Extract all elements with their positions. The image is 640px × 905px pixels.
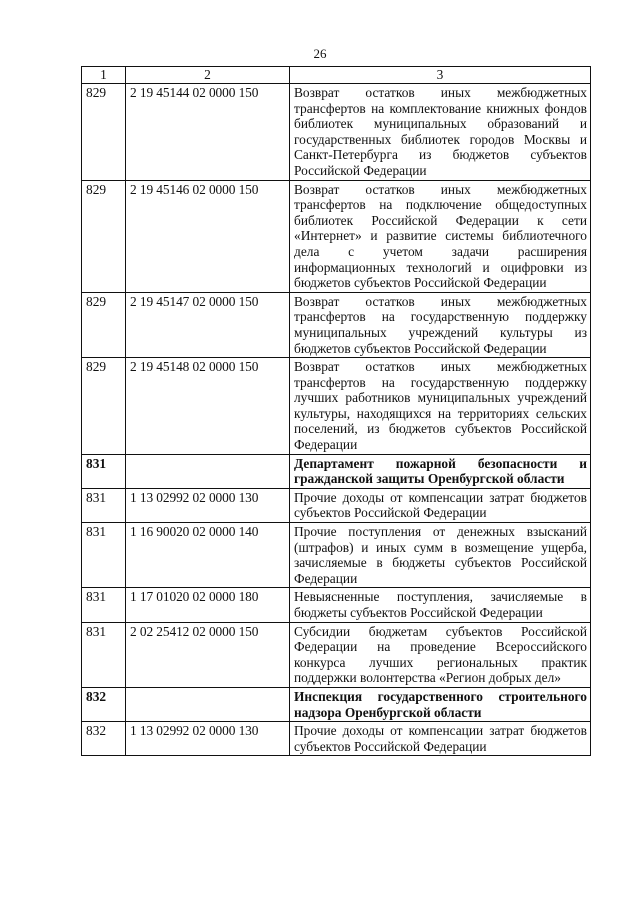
table-row [82,588,591,622]
description-cell: Прочие доходы от компенсации затрат бюджетов субъектов Российской Федерации [290,488,591,522]
admin-code-cell: 831 [82,488,126,522]
admin-code-cell: 831 [82,588,126,622]
table-row [82,292,591,357]
table-row [82,523,591,588]
table-row [82,622,591,687]
table-row [82,358,591,455]
admin-code-cell: 831 [82,622,126,687]
budget-code-cell: 2 19 45144 02 0000 150 [126,84,290,181]
budget-code-cell: 2 19 45148 02 0000 150 [126,358,290,455]
column-header-code: 2 [126,67,290,84]
table-row [82,84,591,181]
admin-code-cell: 829 [82,358,126,455]
budget-code-cell: 1 13 02992 02 0000 130 [126,488,290,522]
admin-code-cell: 832 [82,722,126,756]
budget-code-cell [126,454,290,488]
table-header-row [82,67,591,84]
admin-code-cell: 832 [82,687,126,721]
admin-code-cell: 831 [82,454,126,488]
section-header-row [82,454,591,488]
description-cell: Прочие доходы от компенсации затрат бюджетов субъектов Российской Федерации [290,722,591,756]
column-header-admin: 1 [82,67,126,84]
description-cell: Возврат остатков иных межбюджетных трансфертов на государственную поддержку муниципальных учреждений культуры из бюджетов субъектов Российской Федерации [290,292,591,357]
department-name-cell: Департамент пожарной безопасности и гражданской защиты Оренбургской области [290,454,591,488]
table-body [82,84,591,756]
description-cell: Возврат остатков иных межбюджетных трансфертов на подключение общедоступных библиотек Российской Федерации к сети «Интернет» и развитие системы библиотечного дела с учетом задачи расширения информационных технологий и оцифровки из бюджетов субъектов Российской Федерации [290,180,591,292]
department-name-cell: Инспекция государственного строительного надзора Оренбургской области [290,687,591,721]
admin-code-cell: 829 [82,180,126,292]
budget-code-cell: 1 16 90020 02 0000 140 [126,523,290,588]
table-row [82,722,591,756]
section-header-row [82,687,591,721]
table-row [82,180,591,292]
description-cell: Возврат остатков иных межбюджетных трансфертов на государственную поддержку лучших работников муниципальных учреждений культуры, находящихся на территориях сельских поселений, из бюджетов субъектов Российской Федерации [290,358,591,455]
description-cell: Прочие поступления от денежных взысканий (штрафов) и иных сумм в возмещение ущерба, зачисляемые в бюджеты субъектов Российской Федерации [290,523,591,588]
budget-code-cell: 2 19 45147 02 0000 150 [126,292,290,357]
admin-code-cell: 829 [82,84,126,181]
budget-codes-table [81,66,591,756]
description-cell: Возврат остатков иных межбюджетных трансфертов на комплектование книжных фондов библиотек муниципальных образований и государственных библиотек городов Москвы и Санкт-Петербурга из бюджетов субъектов Российской Федерации [290,84,591,181]
page-number: 26 [313,46,327,61]
budget-code-cell [126,687,290,721]
budget-code-cell: 2 19 45146 02 0000 150 [126,180,290,292]
table-row [82,488,591,522]
budget-code-cell: 1 13 02992 02 0000 130 [126,722,290,756]
description-cell: Субсидии бюджетам субъектов Российской Федерации на проведение Всероссийского конкурса лучших региональных практик поддержки волонтерства «Регион добрых дел» [290,622,591,687]
admin-code-cell: 831 [82,523,126,588]
column-header-description: 3 [290,67,591,84]
admin-code-cell: 829 [82,292,126,357]
description-cell: Невыясненные поступления, зачисляемые в бюджеты субъектов Российской Федерации [290,588,591,622]
budget-code-cell: 1 17 01020 02 0000 180 [126,588,290,622]
budget-code-cell: 2 02 25412 02 0000 150 [126,622,290,687]
